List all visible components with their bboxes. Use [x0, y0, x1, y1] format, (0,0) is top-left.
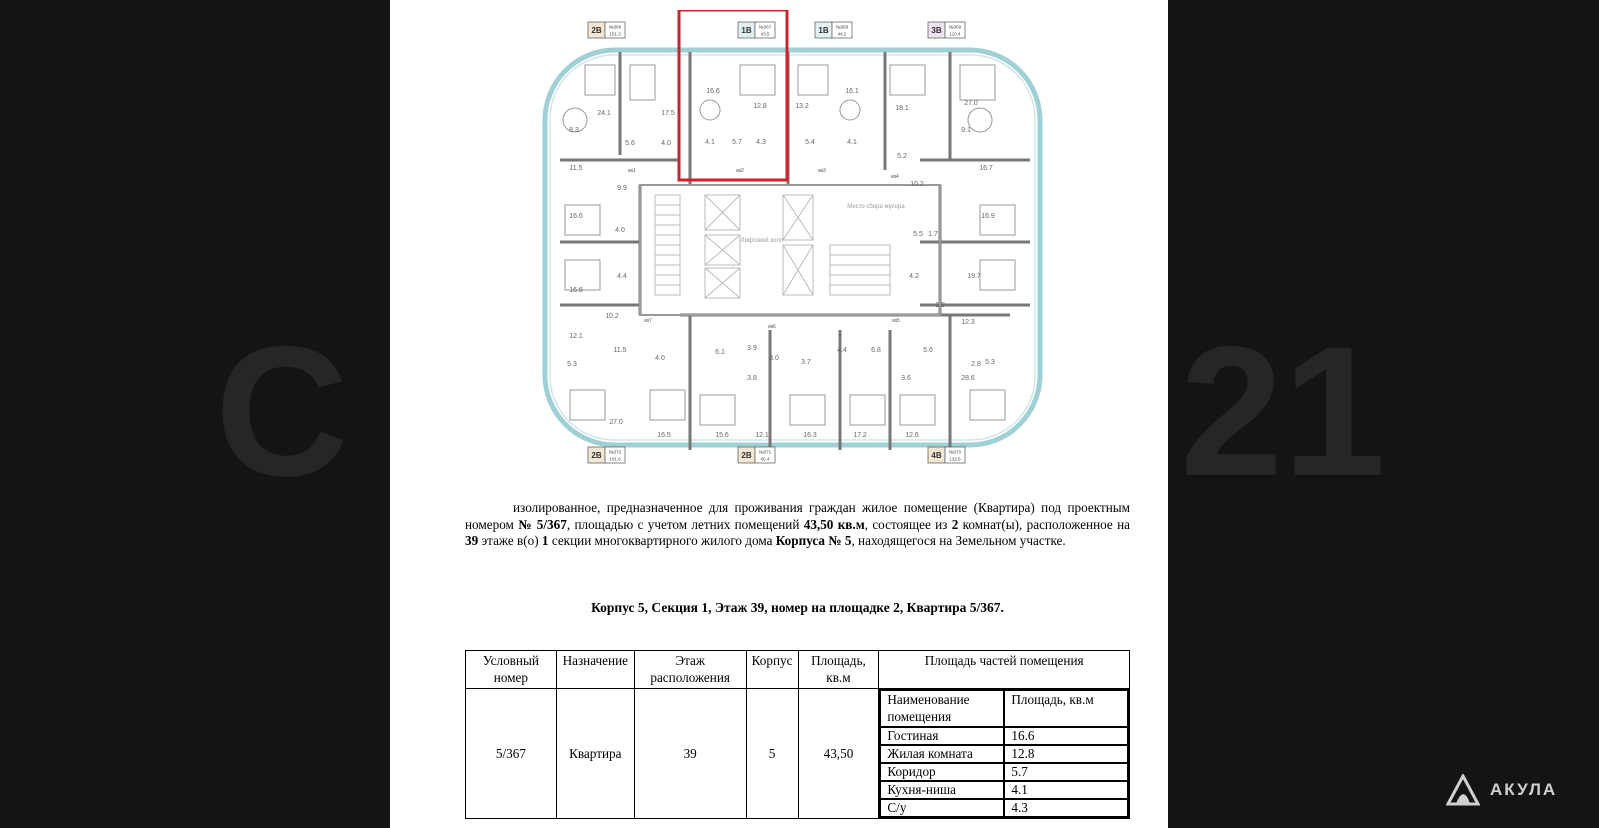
- room-area-label: 16.9: [981, 213, 995, 220]
- room-area-label: 17.2: [853, 432, 867, 439]
- floor-plan: [540, 10, 1045, 480]
- room-area-label: 27.0: [964, 100, 978, 107]
- section-heading: Корпус 5, Секция 1, Этаж 39, номер на площадке 2, Квартира 5/367.: [591, 600, 1004, 615]
- desc-part: этаже в(о): [478, 533, 542, 548]
- description-paragraph: [465, 500, 1130, 550]
- room-area-label: 3.6: [901, 375, 911, 382]
- room-area-label: 1.8: [935, 302, 945, 309]
- room-area-label: 4.0: [615, 227, 625, 234]
- apartment-number: № 5/367: [518, 516, 567, 532]
- unit-area: 43.5: [760, 31, 770, 37]
- desc-part: комнат(ы), расположенное на: [958, 516, 1130, 532]
- header-area: Площадь, кв.м: [798, 651, 879, 689]
- room-area-label: 6.8: [871, 347, 881, 354]
- table-row: [880, 763, 1128, 781]
- room-area-label: 16.6: [706, 88, 720, 95]
- room-area-label: 19.7: [967, 273, 981, 280]
- table-row: [880, 781, 1128, 799]
- unit-area: 132.6: [949, 456, 961, 462]
- room-area-label: 4.1: [705, 139, 715, 146]
- part-name: Жилая комната: [880, 745, 1004, 763]
- watermark-right: 21: [1180, 325, 1386, 495]
- entrance-label: кв5: [892, 318, 900, 324]
- room-area-label: 11.5: [569, 165, 583, 172]
- unit-type: 4В: [931, 451, 942, 460]
- room-area-label: 2.8: [971, 361, 981, 368]
- floor-number: 39: [465, 533, 479, 548]
- entrance-label: кв3: [818, 168, 826, 174]
- room-area-label: 15.6: [715, 432, 729, 439]
- unit-type: 3В: [931, 26, 942, 35]
- parts-table: [879, 689, 1129, 818]
- part-area: 12.8: [1004, 745, 1128, 763]
- room-area-label: 4.4: [837, 347, 847, 354]
- cell-area: 43,50: [798, 689, 879, 819]
- table-row: [880, 799, 1128, 817]
- building-name: Корпуса № 5: [775, 533, 852, 548]
- part-area: 5.7: [1004, 763, 1128, 781]
- unit-type: 2В: [591, 26, 602, 35]
- room-area-label: 10.2: [910, 181, 924, 188]
- entrance-label: кв7: [644, 318, 652, 324]
- waste-spot-label: Место сбора мусора: [847, 204, 905, 210]
- unit-type: 2В: [741, 451, 752, 460]
- room-area-label: 4.0: [661, 140, 671, 147]
- unit-tag: [588, 22, 625, 38]
- unit-area: 101.3: [609, 31, 621, 37]
- unit-type: 2В: [591, 451, 602, 460]
- room-area-label: 4.3: [756, 139, 766, 146]
- room-area-label: 16.3: [803, 432, 817, 439]
- cell-floor: 39: [634, 689, 746, 819]
- apartment-area: 43,50 кв.м: [803, 516, 865, 532]
- entrance-label: кв1: [628, 168, 636, 174]
- room-area-label: 3.9: [747, 345, 757, 352]
- lift-hall-label: Лифтовой холл: [740, 238, 784, 244]
- apartment-table: [465, 650, 1130, 819]
- room-area-label: 5.7: [732, 139, 742, 146]
- room-area-label: 9.1: [961, 127, 971, 134]
- unit-area: 110.4: [949, 31, 961, 37]
- room-area-label: 4.1: [847, 139, 857, 146]
- room-area-label: 4.0: [655, 355, 665, 362]
- room-area-label: 16.6: [569, 213, 583, 220]
- room-area-label: 5.6: [923, 347, 933, 354]
- unit-num: №367: [758, 24, 772, 30]
- room-area-label: 13.2: [795, 103, 809, 110]
- entrance-label: кв4: [891, 174, 899, 180]
- room-area-label: 10.2: [605, 313, 619, 320]
- parts-header-name: Наименование помещения: [880, 690, 1004, 727]
- room-area-label: 24.1: [597, 110, 611, 117]
- table-row: [466, 689, 1130, 819]
- section-number: 1: [541, 533, 549, 548]
- parts-header-area: Площадь, кв.м: [1004, 690, 1128, 727]
- unit-num: №369: [948, 24, 962, 30]
- room-area-label: 3.7: [801, 359, 811, 366]
- unit-tag: [928, 22, 965, 38]
- room-area-label: 27.0: [609, 419, 623, 426]
- table-row: [880, 727, 1128, 745]
- cell-purpose: Квартира: [556, 689, 634, 819]
- akula-logo: [1446, 774, 1557, 806]
- header-floor: Этаж расположения: [634, 651, 746, 689]
- room-area-label: 3.8: [747, 375, 757, 382]
- room-count: 2: [951, 516, 959, 532]
- part-name: Гостиная: [880, 727, 1004, 745]
- room-area-label: 12.6: [905, 432, 919, 439]
- unit-num: №372: [608, 449, 622, 455]
- part-name: Коридор: [880, 763, 1004, 781]
- desc-part: , состоящее из: [864, 516, 952, 532]
- unit-area: 101.6: [609, 456, 621, 462]
- unit-num: №370: [948, 449, 962, 455]
- header-building: Корпус: [746, 651, 798, 689]
- room-area-label: 5.5: [913, 231, 923, 238]
- room-area-label: 5.4: [805, 139, 815, 146]
- room-area-label: 8.3: [569, 127, 579, 134]
- room-area-label: 1.7: [928, 231, 938, 238]
- table-row: [880, 745, 1128, 763]
- cell-building: 5: [746, 689, 798, 819]
- watermark-left: C: [215, 325, 349, 495]
- unit-area: 66.4: [760, 456, 770, 462]
- room-area-label: 12.1: [755, 432, 769, 439]
- room-area-label: 16.1: [845, 88, 859, 95]
- unit-tag: [588, 447, 625, 463]
- room-area-label: 6.1: [715, 349, 725, 356]
- room-area-label: 3.0: [769, 355, 779, 362]
- room-area-label: 9.9: [617, 185, 627, 192]
- unit-type: 1В: [818, 26, 829, 35]
- part-name: Кухня-ниша: [880, 781, 1004, 799]
- room-area-label: 12.1: [569, 333, 583, 340]
- part-area: 4.3: [1004, 799, 1128, 817]
- room-area-label: 28.6: [961, 375, 975, 382]
- room-area-label: 4.2: [909, 273, 919, 280]
- room-area-label: 5.6: [625, 140, 635, 147]
- entrance-label: кв2: [736, 168, 744, 174]
- part-area: 16.6: [1004, 727, 1128, 745]
- header-purpose: Назначение: [556, 651, 634, 689]
- shark-fin-icon: [1446, 774, 1480, 806]
- room-area-label: 5.3: [985, 359, 995, 366]
- unit-tag: [738, 447, 775, 463]
- table-header-row: [466, 651, 1130, 689]
- unit-num: №366: [608, 24, 622, 30]
- room-area-label: 5.3: [567, 361, 577, 368]
- header-number: Условный номер: [466, 651, 557, 689]
- desc-part: изолированное, предназначенное для проживания граждан жилое помещение (Квартира) под проектным номером: [465, 500, 1130, 532]
- desc-part: , площадью с учетом летних помещений: [566, 516, 804, 532]
- room-area-label: 12.3: [961, 319, 975, 326]
- cell-parts: [879, 689, 1130, 819]
- unit-tag: [928, 447, 965, 463]
- part-area: 4.1: [1004, 781, 1128, 799]
- unit-area: 44.2: [837, 31, 847, 37]
- unit-tag: [738, 22, 775, 38]
- room-area-label: 17.5: [661, 110, 675, 117]
- room-area-label: 16.6: [569, 287, 583, 294]
- akula-logo-text: АКУЛА: [1490, 780, 1558, 799]
- unit-type: 1В: [741, 26, 752, 35]
- parts-header-row: [880, 690, 1128, 727]
- room-area-label: 12.8: [753, 103, 767, 110]
- room-area-label: 5.2: [897, 153, 907, 160]
- desc-part: секции многоквартирного жилого дома: [548, 533, 776, 548]
- unit-num: №371: [758, 449, 772, 455]
- part-name: С/у: [880, 799, 1004, 817]
- room-area-label: 18.1: [895, 105, 909, 112]
- room-area-label: 16.7: [979, 165, 993, 172]
- unit-num: №368: [835, 24, 849, 30]
- room-area-label: 16.5: [657, 432, 671, 439]
- desc-part: , находящегося на Земельном участке.: [851, 533, 1066, 548]
- header-parts: Площадь частей помещения: [879, 651, 1130, 689]
- room-area-label: 4.4: [617, 273, 627, 280]
- cell-number: 5/367: [466, 689, 557, 819]
- room-area-label: 11.5: [613, 347, 627, 354]
- unit-tag: [815, 22, 852, 38]
- entrance-label: кв6: [768, 324, 776, 330]
